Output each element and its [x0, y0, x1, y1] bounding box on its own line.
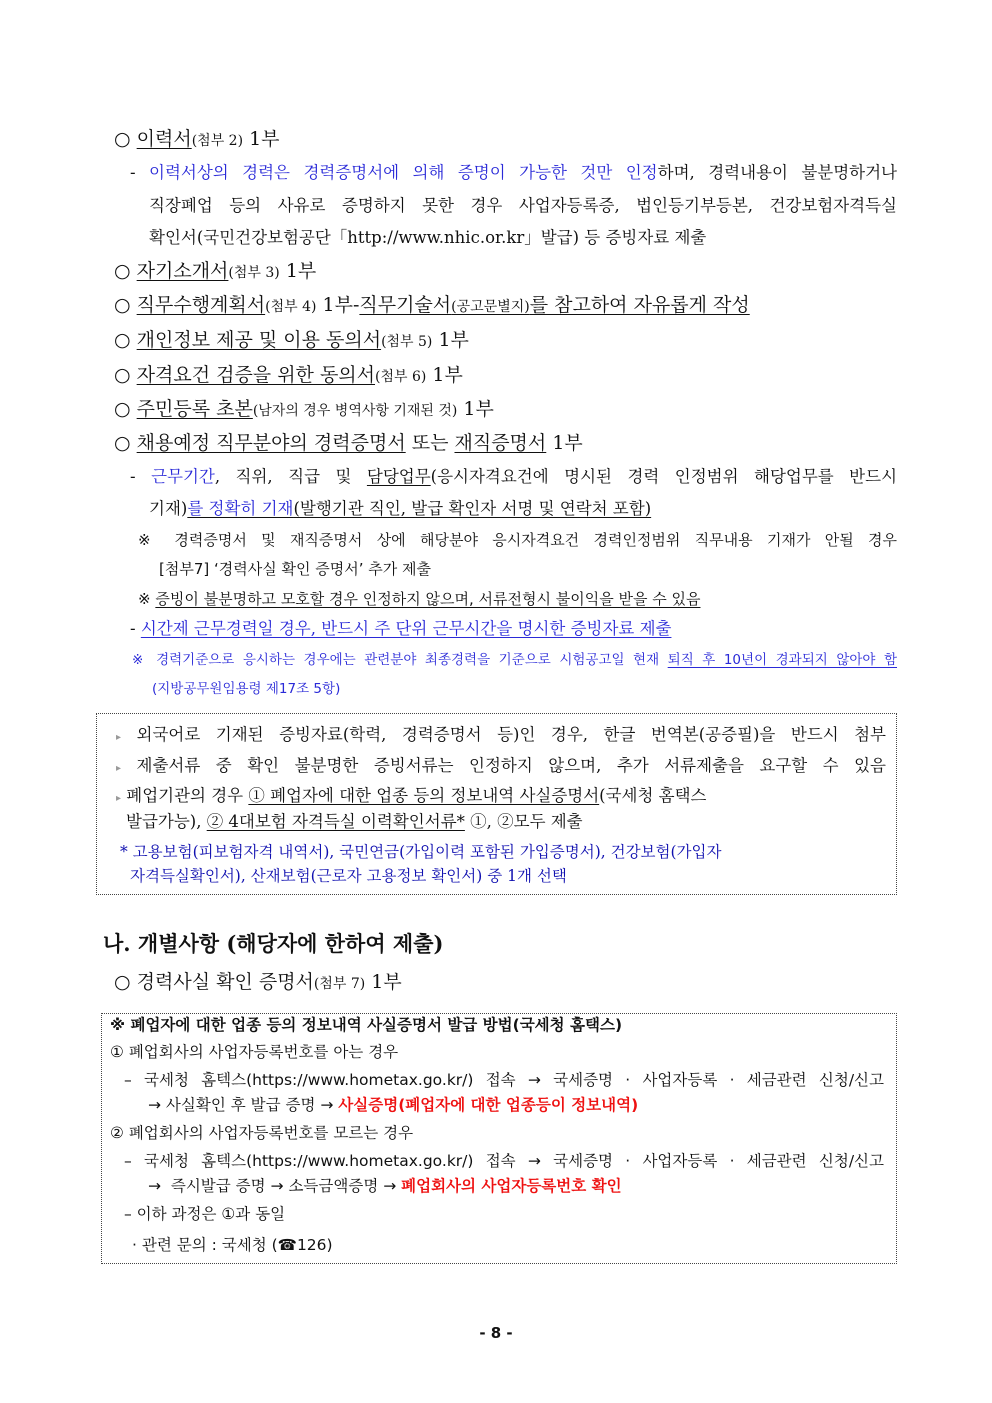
- text: ① 폐업자에 대한 업종 등의 정보내역 사실증명서: [248, 786, 600, 805]
- guide-case1: ① 폐업회사의 사업자등록번호를 아는 경우: [110, 1043, 399, 1061]
- bullet: ○: [114, 128, 131, 150]
- notice-line2: [116, 758, 886, 775]
- item-title: 개인정보 제공 및 이용 동의서: [136, 329, 382, 351]
- text: 발급가능),: [126, 812, 207, 831]
- guide-case2-step3: – 이하 과정은 ①과 동일: [124, 1205, 286, 1223]
- text: 제출서류 중 확인 불분명한 증빙서류는 인정하지 않으며, 추가 서류제출을 요구할 수 있음: [136, 756, 886, 775]
- bullet: ○: [114, 971, 131, 993]
- item-note: (남자의 경우 병역사항 기재된 것): [252, 403, 458, 419]
- bullet: ○: [114, 294, 131, 316]
- text: (공고문별지): [451, 299, 530, 315]
- text: 를 정확히 기재: [187, 499, 294, 518]
- text: 근무기간: [151, 467, 215, 486]
- item-title: 주민등록 초본: [136, 398, 253, 420]
- career-sub-line2: [149, 501, 651, 518]
- item-career-fact-certificate: [114, 973, 402, 992]
- text: 직무기술서: [359, 294, 452, 316]
- guide-case2-step2: [148, 1179, 622, 1195]
- item-note: (첨부 2): [191, 133, 244, 149]
- career-sub-line1: [130, 469, 897, 486]
- text: → 즉시발급 증명 → 소득금액증명 →: [148, 1177, 402, 1195]
- guide-case1-step1: – 국세청 홈텍스(https://www.hometax.go.kr/) 접속 → 국세증명 · 사업자등록 · 세금관련 신청/신고: [124, 1071, 884, 1089]
- dash: -: [130, 163, 136, 182]
- item-count: 1부: [371, 971, 402, 993]
- item-count: 1부: [432, 364, 463, 386]
- item-title: 재직증명서: [454, 432, 547, 454]
- notice-insurance-line2: 자격득실확인서), 산재보험(근로자 고용정보 확인서) 중 1개 선택: [130, 867, 567, 885]
- notice-insurance-line1: * 고용보험(피보험자격 내역서), 국민연금(가입이력 포함된 가입증명서), 건강보험(가입자: [120, 843, 722, 861]
- triangle-bullet-icon: ▸: [116, 763, 122, 774]
- section-heading: 나. 개별사항 (해당자에 한하여 제출): [103, 931, 444, 956]
- career-note3: [132, 654, 897, 668]
- item-privacy-consent: [114, 331, 469, 350]
- highlight-text: 이력서상의 경력은 경력증명서에 의해 증명이 가능한 것만 인정: [149, 163, 658, 182]
- bullet: ○: [114, 260, 131, 282]
- guide-title: ※ 폐업자에 대한 업종 등의 정보내역 사실증명서 발급 방법(국세청 홈택스): [110, 1016, 623, 1034]
- text: (국세청 홈택스: [599, 786, 707, 805]
- parttime-line: [130, 621, 671, 638]
- resume-sub-line3: 확인서(국민건강보험공단「http://www.nhic.or.kr」발급) 등 증빙자료 제출: [149, 228, 707, 247]
- text: 퇴직 후 10년이 경과되지 않아야 함: [667, 652, 898, 668]
- item-count: 1부-: [322, 294, 360, 316]
- career-note1b: [첨부7] ‘경력사실 확인 증명서’ 추가 제출: [159, 560, 431, 578]
- text: 증빙이 불분명하고 모호할 경우 인정하지 않으며, 서류전형시 불이익을 받을 수 있음: [155, 590, 701, 608]
- item-title: 이력서: [136, 128, 192, 150]
- text: (발행기관 직인, 발급 확인자 서명 및 연락처 포함): [293, 499, 652, 518]
- text: ※ 경력기준으로 응시하는 경우에는 관련분야 최종경력을 기준으로 시험공고일 현재: [132, 652, 668, 668]
- bullet: ○: [114, 398, 131, 420]
- triangle-bullet-icon: ▸: [116, 732, 122, 743]
- text: 폐업기관의 경우: [126, 786, 249, 805]
- note-mark: ※: [138, 590, 151, 608]
- item-title: 자격요건 검증을 위한 동의서: [136, 364, 376, 386]
- highlight-text: 폐업회사의 사업자등록번호 확인: [401, 1177, 622, 1195]
- text: (응시자격요건에 명시된 경력 인정범위 해당업무를 반드시: [430, 467, 898, 486]
- notice-line4: [126, 814, 583, 831]
- guide-case2: ② 폐업회사의 사업자등록번호를 모르는 경우: [110, 1124, 414, 1142]
- job-description-ref: [359, 294, 749, 316]
- item-title: 경력사실 확인 증명서: [136, 971, 314, 993]
- item-job-plan: [114, 296, 750, 315]
- text: 또는: [405, 432, 455, 454]
- item-count: 1부: [552, 432, 583, 454]
- guide-case1-step2: [148, 1098, 638, 1114]
- resume-sub-line1: [130, 165, 897, 182]
- guide-contact: · 관련 문의 : 국세청 (☎126): [132, 1236, 333, 1254]
- notice-line1: [116, 727, 886, 744]
- text: 담당업무: [366, 467, 431, 486]
- item-count: 1부: [438, 329, 469, 351]
- item-note: (첨부 3): [228, 265, 280, 281]
- bullet: ○: [114, 364, 131, 386]
- notice-line3: [116, 788, 707, 805]
- text: → 사실확인 후 발급 증명 →: [148, 1096, 339, 1114]
- text: , 직위, 직급 및: [214, 467, 367, 486]
- item-title: 채용예정 직무분야의 경력증명서: [136, 432, 406, 454]
- dash: -: [130, 467, 136, 486]
- item-title: 자기소개서: [136, 260, 229, 282]
- text: 하며, 경력내용이 불분명하거나: [657, 163, 897, 182]
- resume-sub-line2: 직장폐업 등의 사유로 증명하지 못한 경우 사업자등록증, 법인등기부등본, 건강보험자격득실: [149, 196, 897, 215]
- text: 외국어로 기재된 증빙자료(학력, 경력증명서 등)인 경우, 한글 번역본(공증필)을 반드시 첨부: [136, 725, 886, 744]
- text: [187, 499, 651, 518]
- item-note: (첨부 7): [313, 976, 366, 992]
- item-note: (첨부 5): [381, 334, 433, 350]
- item-note: (첨부 4): [265, 299, 317, 315]
- text: ①, ②모두 제출: [464, 812, 583, 831]
- item-note: (첨부 6): [375, 369, 427, 385]
- page-number: - 8 -: [479, 1324, 513, 1342]
- item-count: 1부: [285, 260, 317, 282]
- text: 를 참고하여 자유롭게 작성: [529, 294, 750, 316]
- item-title: 직무수행계획서: [136, 294, 266, 316]
- dash: -: [130, 619, 136, 638]
- triangle-bullet-icon: ▸: [116, 793, 122, 804]
- text: ② 4대보험 자격득실 이력확인서류*: [206, 812, 465, 831]
- career-note3-ref: (지방공무원임용령 제17조 5항): [152, 681, 341, 697]
- bullet: ○: [114, 329, 131, 351]
- text: 기재): [149, 499, 188, 518]
- item-resident-registration: [114, 400, 494, 419]
- item-resume: [114, 130, 280, 149]
- career-note1: ※ 경력증명서 및 재직증명서 상에 해당분야 응시자격요건 경력인정범위 직무내용 기재가 안될 경우: [138, 531, 897, 549]
- item-self-intro: [114, 262, 316, 281]
- bullet: ○: [114, 432, 131, 454]
- career-note2: [138, 592, 700, 607]
- highlight-text: 사실증명(폐업자에 대한 업종등이 정보내역): [338, 1096, 639, 1114]
- item-career-certificate: [114, 434, 583, 453]
- item-count: 1부: [463, 398, 494, 420]
- text: 시간제 근무경력일 경우, 반드시 주 단위 근무시간을 명시한 증빙자료 제출: [140, 619, 672, 638]
- item-count: 1부: [249, 128, 280, 150]
- item-qualification-consent: [114, 366, 463, 385]
- guide-case2-step1: – 국세청 홈텍스(https://www.hometax.go.kr/) 접속 → 국세증명 · 사업자등록 · 세금관련 신청/신고: [124, 1152, 884, 1170]
